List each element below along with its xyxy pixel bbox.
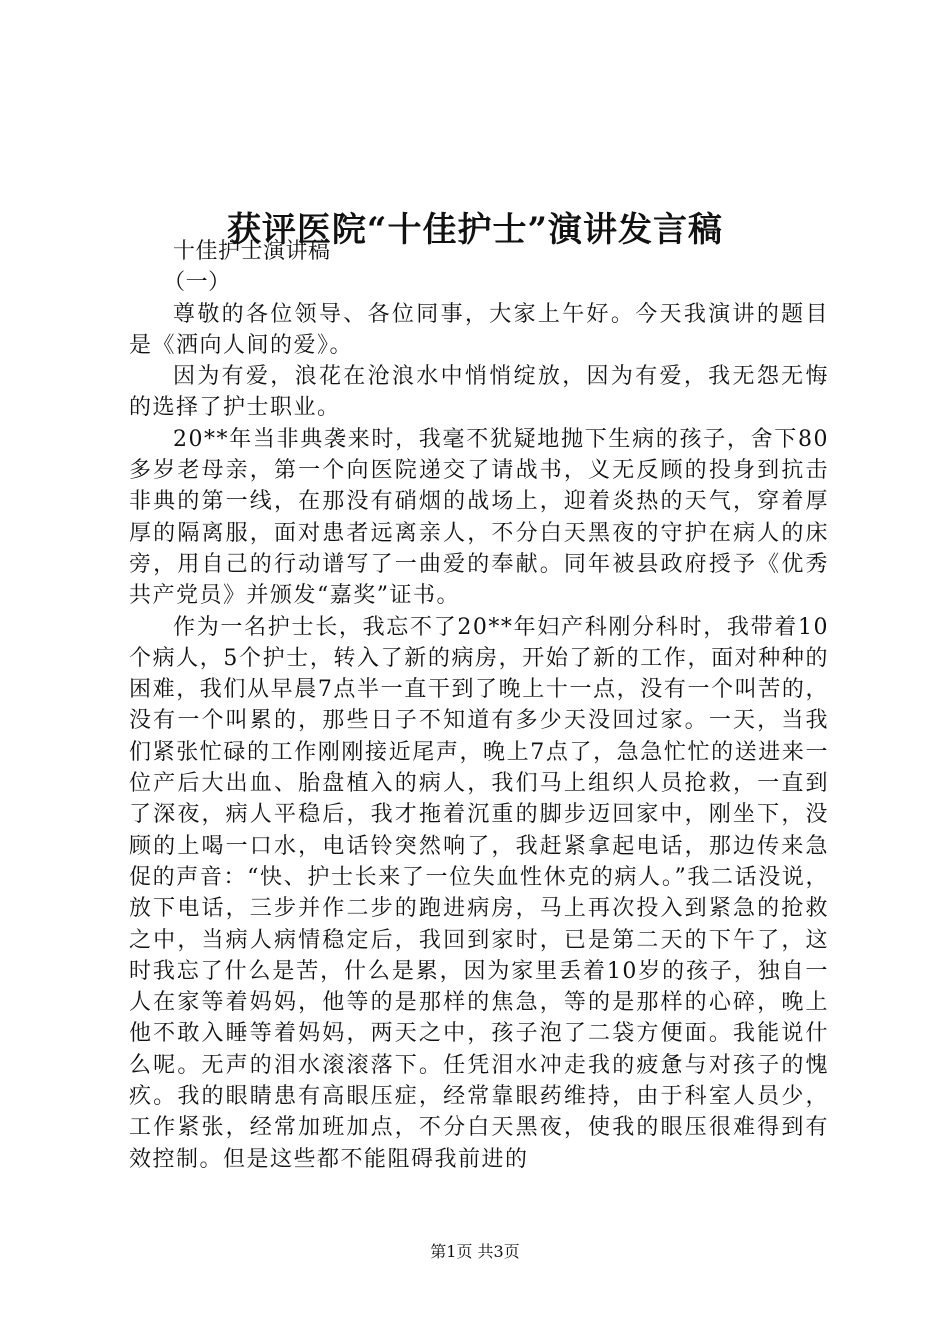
document-body <box>129 236 829 1175</box>
paragraph-greeting: 尊敬的各位领导、各位同事，大家上午好。今天我演讲的题目是《洒向人间的爱》。 <box>129 301 829 358</box>
paragraph-head-nurse: 作为一名护士长，我忘不了20**年妇产科刚分科时，我带着10个病人，5个护士，转入了新的病房，开始了新的工作，面对种种的困难，我们从早晨7点半一直干到了晚上十一点，没有一个叫苦的，没有一个叫累的，那些日子不知道有多少天没回过家。一天，当我们紧张忙碌的工作刚刚接近尾声，晚上7点了，急急忙忙的送进来一位产后大出血、胎盘植入的病人，我们马上组织人员抢救，一直到了深夜，病人平稳后，我才拖着沉重的脚步迈回家中，刚坐下，没顾的上喝一口水，电话铃突然响了，我赶紧拿起电话，那边传来急促的声音：“快、护士长来了一位失血性休克的病人。”我二话没说，放下电话，三步并作二步的跑进病房，马上再次投入到紧急的抢救之中，当病人病情稳定后，我回到家时，已是第二天的下午了，这时我忘了什么是苦，什么是累，因为家里丢着10岁的孩子，独自一人在家等着妈妈，他等的是那样的焦急，等的是那样的心碎，晚上他不敢入睡等着妈妈，两天之中，孩子泡了二袋方便面。我能说什么呢。无声的泪水滚滚落下。任凭泪水冲走我的疲惫与对孩子的愧疚。我的眼睛患有高眼压症，经常靠眼药维持，由于科室人员少，工作紧张，经常加班加点，不分白天黑夜，使我的眼压很难得到有效控制。但是这些都不能阻碍我前进的 <box>129 614 829 1172</box>
paragraph-love-career: 因为有爱，浪花在沧浪水中悄悄绽放，因为有爱，我无怨无悔的选择了护士职业。 <box>129 364 829 421</box>
speech-subtitle: 十佳护士演讲稿 <box>173 239 331 264</box>
document-title: 获评医院“十佳护士”演讲发言稿 <box>226 209 724 250</box>
page-footer: 第1页 共3页 <box>430 1242 520 1261</box>
section-marker: （一） <box>163 270 231 296</box>
paragraph-sars: 20**年当非典袭来时，我毫不犹疑地抛下生病的孩子，舍下80多岁老母亲，第一个向医院递交了请战书，义无反顾的投身到抗击非典的第一线，在那没有硝烟的战场上，迎着炎热的天气，穿着厚厚的隔离服，面对患者远离亲人，不分白天黑夜的守护在病人的床旁，用自己的行动谱写了一曲爱的奉献。同年被县政府授予《优秀共产党员》并颁发“嘉奖”证书。 <box>129 426 829 609</box>
